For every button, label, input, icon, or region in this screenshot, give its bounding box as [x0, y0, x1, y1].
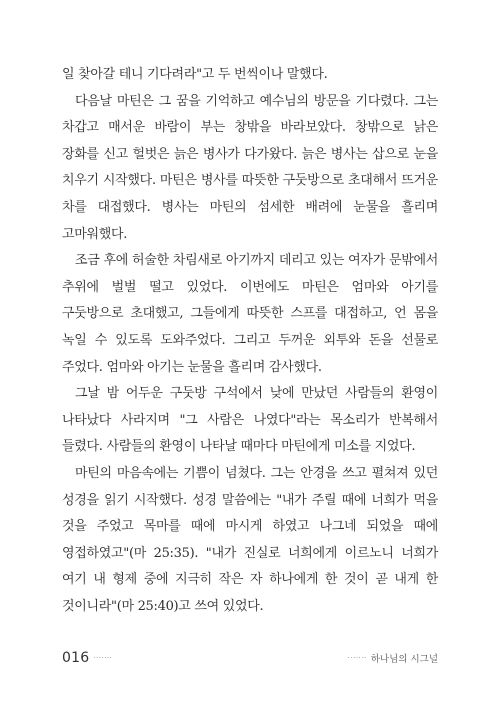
page-footer	[62, 648, 438, 668]
paragraph-3: 조금 후에 허술한 차림새로 아기까지 데리고 있는 여자가 문밖에서 추위에 벌벌 떨고 있었다. 이번에도 마틴은 엄마와 아기를 구둣방으로 초대했고, 그들에게 따뜻한 스프를 대접하고, 언 몸을 녹일 수 있도록 도와주었다. 그리고 두꺼운 외투와 돈을 선물로 주었다. 엄마와 아기는 눈물을 흘리며 감사했다.	[62, 253, 438, 375]
running-book-title: 하나님의 시그널	[370, 654, 438, 665]
body-text	[62, 62, 438, 620]
footer-left-dots: ·······	[93, 654, 113, 662]
paragraph-4: 그날 밤 어두운 구둣방 구석에서 낮에 만났던 사람들의 환영이 나타났다 사라지며 "그 사람은 나였다"라는 목소리가 반복해서 들렸다. 사람들의 환영이 나타날 때마다 마틴에게 미소를 지었다.	[62, 386, 438, 455]
page-number: 016	[62, 650, 90, 666]
paragraph-1: 일 찾아갈 테니 기다려라"고 두 번씩이나 말했다.	[62, 67, 328, 82]
paragraph-5: 마틴의 마음속에는 기쁨이 넘쳤다. 그는 안경을 쓰고 펼쳐져 있던 성경을 읽기 시작했다. 성경 말씀에는 "내가 주릴 때에 너희가 먹을 것을 주었고 목마를 때에 마시게 하였고 나그네 되었을 때에 영접하였고"(마 25:35). "내가 진실로 너희에게 이르노니 너희가 여기 내 형제 중에 지극히 작은 자 하나에게 한 것이 곧 내게 한 것이니라"(마 25:40)고 쓰여 있었다.	[62, 465, 438, 614]
footer-right-dots: ·······	[347, 654, 367, 662]
paragraph-2: 다음날 마틴은 그 꿈을 기억하고 예수님의 방문을 기다렸다. 그는 차갑고 매서운 바람이 부는 창밖을 바라보았다. 창밖으로 낡은 장화를 신고 헐벗은 늙은 병사가 다가왔다. 늙은 병사는 삽으로 눈을 치우기 시작했다. 마틴은 병사를 따뜻한 구둣방으로 초대해서 뜨거운 차를 대접했다. 병사는 마틴의 섬세한 배려에 눈물을 흘리며 고마워했다.	[62, 93, 438, 242]
footer-left	[62, 650, 116, 666]
footer-right	[344, 651, 438, 665]
